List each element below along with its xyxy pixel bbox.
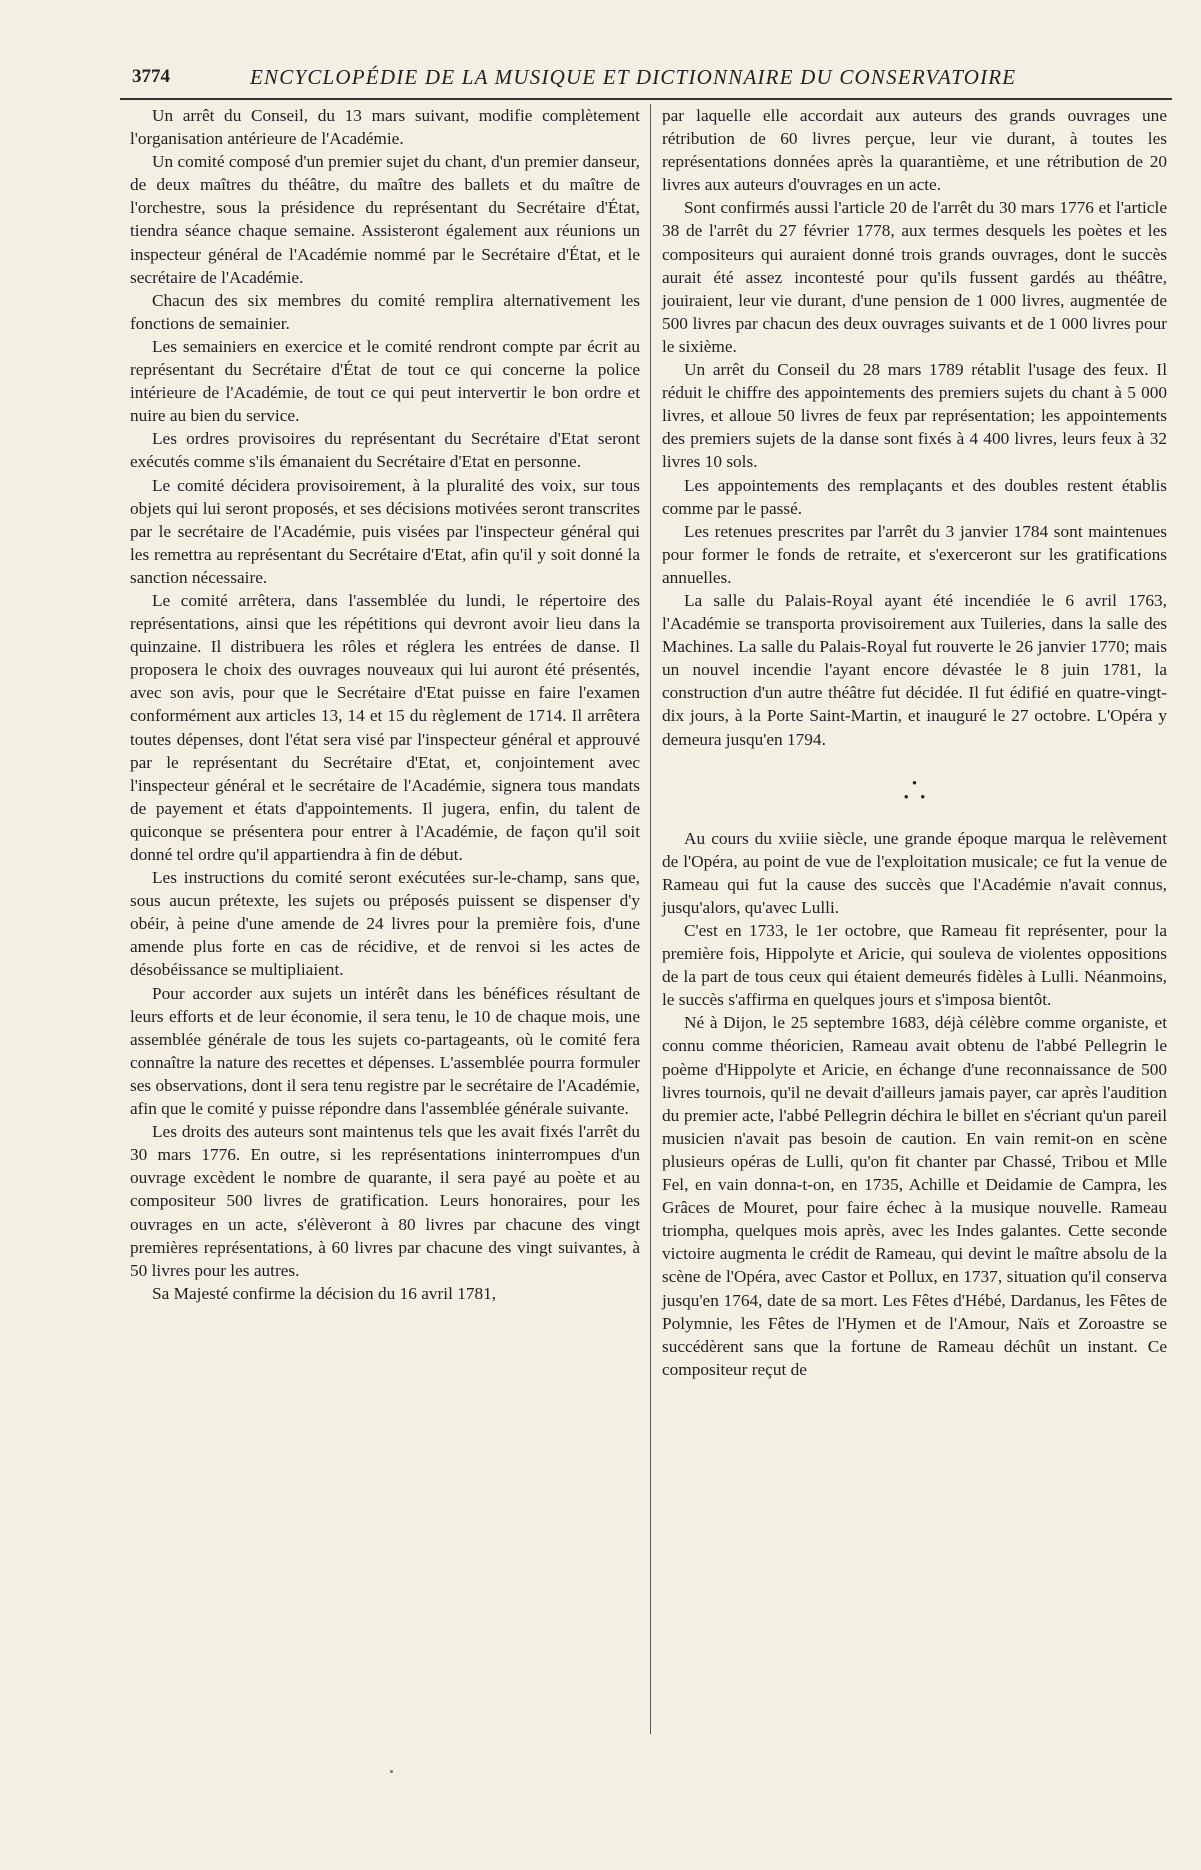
paragraph: Sont confirmés aussi l'article 20 de l'arrêt du 30 mars 1776 et l'article 38 de l'arrêt du 27 février 1778, aux termes desquels les poètes et les compositeurs qui auraient donné trois grands ouvrages, dont le succès aurait été assez incontesté pour qu'ils fussent gardés au théâtre, jouiraient, leur vie durant, d'une pension de 1 000 livres, augmentée de 500 livres par chacun des deux ouvrages suivants et de 1 000 livres pour le sixième.	[662, 198, 1167, 356]
running-header	[120, 58, 1172, 100]
left-column	[130, 104, 640, 1848]
page-speck	[390, 1770, 393, 1773]
paragraph: Les ordres provisoires du représentant du Secrétaire d'Etat seront exécutés comme s'ils émanaient du Secrétaire d'Etat en personne.	[130, 429, 640, 472]
page-number: 3774	[132, 66, 170, 87]
paragraph: Les semainiers en exercice et le comité rendront compte par écrit au représentant du Secrétaire d'État de tout ce qui concerne la police intérieure de l'Académie, de tout ce qui peut intervertir le bon ordre et nuire au bien du service.	[130, 336, 640, 426]
paragraph: Un arrêt du Conseil du 28 mars 1789 rétablit l'usage des feux. Il réduit le chiffre des appointements des premiers sujets du chant à 5 000 livres, et alloue 50 livres de feux par représentation; les appointements des premiers sujets de la danse sont fixés à 4 400 livres, leurs feux à 32 livres 10 sols.	[662, 360, 1167, 472]
paragraph: Un comité composé d'un premier sujet du chant, d'un premier danseur, de deux maîtres du théâtre, du maître des ballets et du maître de l'orchestre, sous la présidence du représentant du Secrétaire d'État, tiendra séance chaque semaine. Assisteront également aux réunions un inspecteur général de l'Académie nommé par le Secrétaire d'État, et le secrétaire de l'Académie.	[130, 152, 640, 287]
page	[120, 58, 1172, 1848]
paragraph: Le comité décidera provisoirement, à la pluralité des voix, sur tous objets qui lui seront proposés, et ses décisions motivées seront transcrites par le secrétaire de l'Académie, puis visées par l'inspecteur général qui les remettra au représentant du Secrétaire d'Etat, afin qu'il y soit donné la sanction nécessaire.	[130, 475, 640, 587]
paragraph: La salle du Palais-Royal ayant été incendiée le 6 avril 1763, l'Académie se transporta provisoirement aux Tuileries, dans la salle des Machines. La salle du Palais-Royal fut rouverte le 26 janvier 1770; mais un nouvel incendie l'ayant encore dévastée le 8 juin 1781, la construction d'un autre théâtre fut décidée. Il fut édifié en quatre-vingt-dix jours, à la Porte Saint-Martin, et inauguré le 27 octobre. L'Opéra y demeura jusqu'en 1794.	[662, 590, 1167, 749]
paragraph: Le comité arrêtera, dans l'assemblée du lundi, le répertoire des représentations, ainsi que les répétitions qui devront avoir lieu dans la quinzaine. Il distribuera les rôles et réglera les entrées de danse. Il proposera le choix des ouvrages nouveaux qui lui auront été présentés, avec son avis, pour que le Secrétaire d'Etat puisse en faire l'examen conformément aux articles 13, 14 et 15 du règlement de 1714. Il arrêtera toutes dépenses, dont l'état sera visé par l'inspecteur général et approuvé par le représentant du Secrétaire d'Etat, et, conjointement avec l'inspecteur général et le secrétaire de l'Académie, signera tous mandats de payement et états d'appointements. Il jugera, enfin, du talent de quiconque se présentera pour entrer à l'Académie, de façon qu'il soit donné tel ordre qu'il appartiendra à fin de début.	[130, 590, 640, 864]
running-title: ENCYCLOPÉDIE DE LA MUSIQUE ET DICTIONNAIRE DU CONSERVATOIRE	[250, 65, 1017, 89]
paragraph: par laquelle elle accordait aux auteurs des grands ouvrages une rétribution de 60 livres perçue, leur vie durant, à toutes les représentations données après la quarantième, et une rétribution de 20 livres aux auteurs d'ouvrages en un acte.	[662, 106, 1167, 195]
paragraph: C'est en 1733, le 1er octobre, que Rameau fit représenter, pour la première fois, Hippolyte et Aricie, qui souleva de violentes oppositions de la part de tous ceux qui étaient demeurés fidèles à Lulli. Néanmoins, le succès s'affirma en quelques jours et s'imposa bientôt.	[662, 921, 1167, 1010]
right-column	[662, 104, 1167, 1848]
paragraph: Chacun des six membres du comité remplira alternativement les fonctions de semainier.	[130, 290, 640, 333]
column-divider	[650, 104, 651, 1734]
paragraph: Au cours du xviiie siècle, une grande époque marqua le relèvement de l'Opéra, au point de vue de l'exploitation musicale; ce fut la venue de Rameau qui fut la cause des succès que l'Académie n'avait connus, jusqu'alors, qu'avec Lulli.	[662, 828, 1167, 917]
paragraph: Les droits des auteurs sont maintenus tels que les avait fixés l'arrêt du 30 mars 1776. En outre, si les représentations ininterrompues d'un ouvrage excèdent le nombre de quarante, il sera payé au poète et au compositeur 500 livres de gratification. Leurs honoraires, pour les ouvrages en un acte, s'élèveront à 80 livres par chacune des vingt premières représentations, à 60 livres par chacune des vingt suivantes, à 50 livres pour les autres.	[130, 1122, 640, 1280]
paragraph: Les retenues prescrites par l'arrêt du 3 janvier 1784 sont maintenues pour former le fonds de retraite, et s'exerceront sur les gratifications annuelles.	[662, 521, 1167, 587]
paragraph: Né à Dijon, le 25 septembre 1683, déjà célèbre comme organiste, et connu comme théoricien, Rameau avait obtenu de l'abbé Pellegrin le poème d'Hippolyte et Aricie, en échange d'une reconnaissance de 500 livres tournois, qu'il ne devait d'ailleurs jamais payer, car après l'audition du premier acte, l'abbé Pellegrin déchira le billet en s'écriant qu'un pareil musicien n'avait pas besoin de caution. En vain remit-on en scène plusieurs opéras de Lulli, qu'on fit chanter par Chassé, Tribou et Mlle Fel, en vain donna-t-on, en 1735, Achille et Deidamie de Campra, les Grâces de Mouret, pour faire échec à la musique nouvelle. Rameau triompha, quelques mois après, avec les Indes galantes. Cette seconde victoire augmenta le crédit de Rameau, qui devint le maître absolu de la scène de l'Opéra, avec Castor et Pollux, en 1737, situation qu'il conserva jusqu'en 1764, date de sa mort. Les Fêtes d'Hébé, Dardanus, les Fêtes de Polymnie, les Fêtes de l'Hymen et de l'Amour, Naïs et Zoroastre se succédèrent sans que la fortune de Rameau déchût un instant. Ce compositeur reçut de	[662, 1013, 1167, 1379]
section-separator: • • •	[903, 775, 926, 806]
paragraph: Pour accorder aux sujets un intérêt dans les bénéfices résultant de leurs efforts et de leur économie, il sera tenu, le 10 de chaque mois, une assemblée générale de tous les sujets co-partageants, où le comité fera connaître la nature des recettes et dépenses. L'assemblée pourra formuler ses observations, dont il sera tenu registre par le secrétaire de l'Académie, afin que le comité y puisse répondre dans l'assemblée générale suivante.	[130, 983, 640, 1119]
paragraph: Un arrêt du Conseil, du 13 mars suivant, modifie complètement l'organisation antérieure de l'Académie.	[130, 106, 640, 149]
paragraph: Sa Majesté confirme la décision du 16 avril 1781,	[152, 1283, 497, 1303]
paragraph: Les instructions du comité seront exécutées sur-le-champ, sans que, sous aucun prétexte, les sujets ou préposés puissent se dispenser d'y obéir, à peine d'une amende de 24 livres pour la première fois, d'une amende plus forte en cas de récidive, et de renvoi si les actes de désobéissance se multipliaient.	[130, 868, 640, 980]
paragraph: Les appointements des remplaçants et des doubles restent établis comme par le passé.	[662, 475, 1167, 518]
text-columns	[120, 104, 1172, 1848]
